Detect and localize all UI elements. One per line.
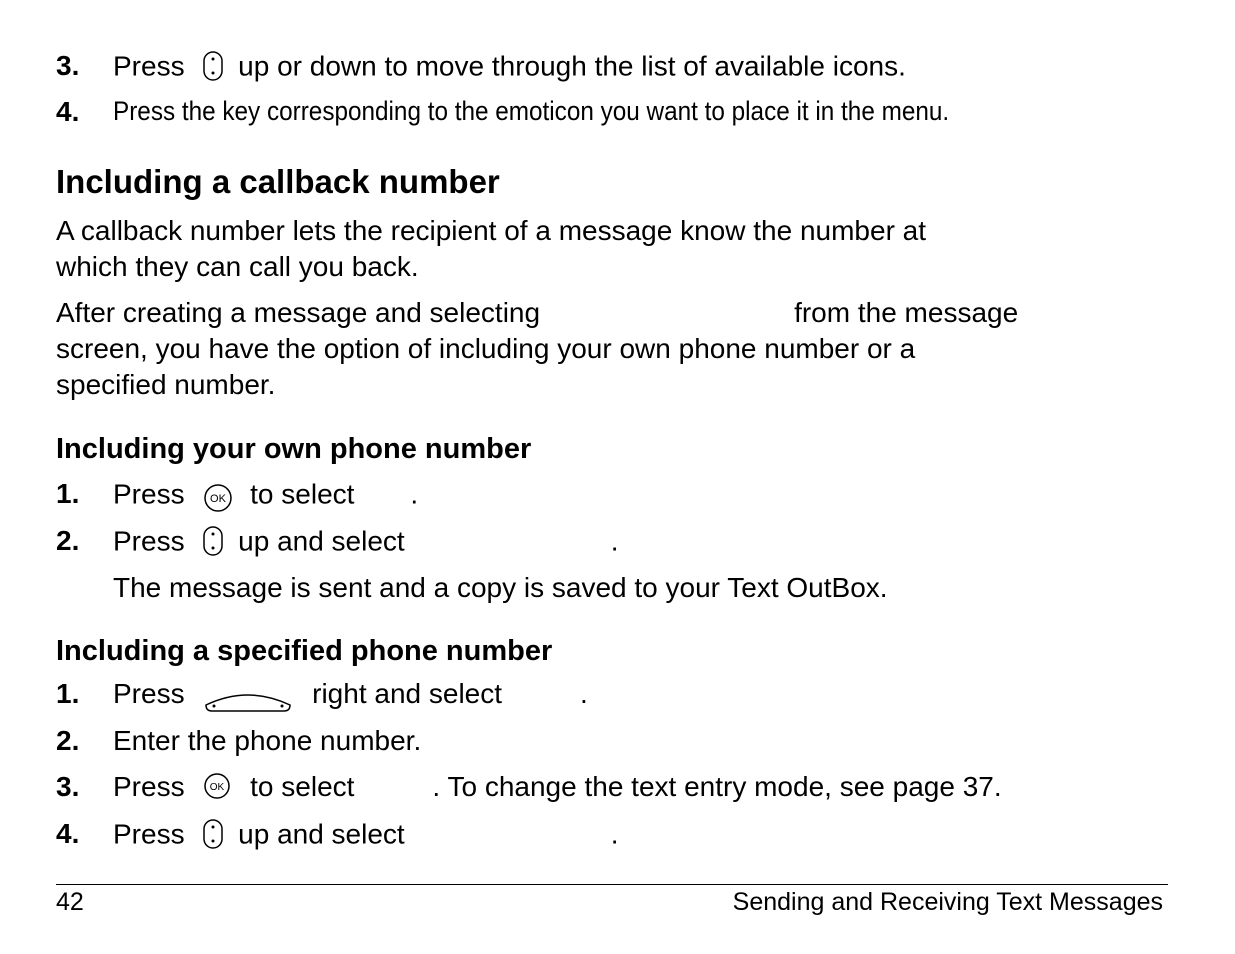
section-heading: Including a callback number (56, 163, 500, 200)
nav-key-icon (202, 50, 224, 82)
right-softkey-icon (202, 687, 294, 713)
step-text (113, 480, 418, 512)
step-text-post: right and select (312, 678, 503, 709)
paragraph-line (56, 295, 1018, 331)
ok-key-icon (202, 771, 232, 801)
paragraph-line: which they can call you back. (56, 251, 419, 282)
step-text (113, 820, 619, 852)
step-number: 3. (56, 771, 80, 802)
step-text: Enter the phone number. (113, 725, 422, 756)
step-text (113, 680, 588, 709)
step-text-post: up and select (238, 818, 405, 850)
step-text-post: up or down to move through the list of available icons. (238, 50, 906, 82)
step-text-pre: Press (113, 771, 185, 802)
step-number: 1. (56, 478, 80, 509)
nav-key-icon (202, 525, 224, 557)
paragraph-line: A callback number lets the recipient of a message know the number at (56, 215, 927, 246)
step-text-pre: Press (113, 525, 185, 557)
step-text-tail: . (610, 818, 619, 850)
step-text (113, 52, 906, 84)
subsection-heading: Including a specified phone number (56, 635, 553, 667)
step-text: Press the key corresponding to the emoticon you want to place it in the menu. (113, 96, 950, 126)
step-number: 1. (56, 678, 80, 709)
step-text-post: up and select (238, 525, 405, 557)
step-text-post: to select (250, 771, 355, 802)
step-text-pre: Press (113, 50, 185, 82)
step-number: 3. (56, 50, 80, 81)
paragraph-line: screen, you have the option of including your own phone number or a (56, 333, 916, 364)
subsection-heading: Including your own phone number (56, 433, 532, 465)
step-number: 2. (56, 725, 80, 756)
step-text-post: to select (250, 478, 355, 510)
step-text-pre: Press (113, 478, 185, 510)
paragraph-line: specified number. (56, 369, 276, 400)
page-number: 42 (56, 888, 84, 916)
svg-text:OK: OK (210, 493, 227, 505)
step-number: 4. (56, 818, 80, 849)
paragraph-line-part: After creating a message and selecting (56, 297, 541, 328)
step-number: 2. (56, 525, 80, 556)
ok-key-icon (202, 482, 234, 514)
step-text-pre: Press (113, 678, 185, 709)
footer-rule (56, 884, 1168, 885)
step-text (113, 527, 619, 559)
nav-key-icon (202, 818, 224, 850)
step-text-tail: . (580, 678, 588, 709)
step-text-tail: . (410, 478, 419, 510)
step-number: 4. (56, 96, 80, 127)
step-text-pre: Press (113, 818, 185, 850)
paragraph (56, 295, 1018, 403)
svg-text:OK: OK (210, 781, 225, 793)
step-text-tail: . (610, 525, 619, 557)
step-note: The message is sent and a copy is saved to your Text OutBox. (113, 572, 888, 603)
step-text (113, 773, 1002, 804)
step-text-tail: . To change the text entry mode, see page 37. (432, 771, 1002, 802)
chapter-title: Sending and Receiving Text Messages (732, 888, 1163, 916)
paragraph (56, 213, 926, 285)
paragraph-line-part: from the message (794, 297, 1019, 328)
